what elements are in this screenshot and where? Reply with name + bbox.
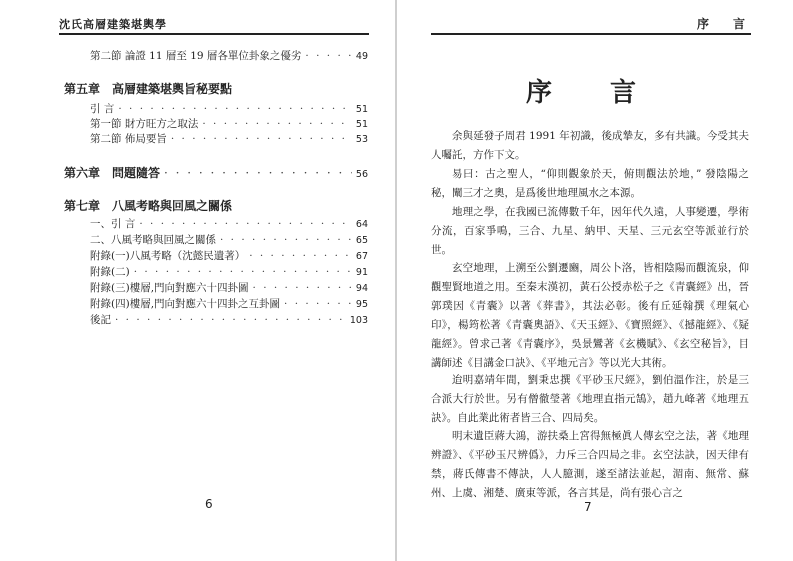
toc-entry-text: 一、引 言: [90, 218, 136, 230]
leader-dots: [118, 103, 352, 115]
left-page: [0, 0, 396, 561]
toc-entry-page: 65: [355, 235, 368, 246]
toc-entry-page: 95: [355, 299, 368, 310]
toc-entry-page: 94: [355, 283, 368, 294]
body-paragraph: 余與延發子周君 1991 年初識，後成摯友，多有共識。今受其夫人囑託，方作下文。: [431, 130, 749, 161]
leader-dots: [249, 250, 352, 262]
toc-entry[interactable]: [90, 216, 368, 231]
chapter-heading[interactable]: 第五章 高層建築堪輿旨秘要點: [64, 82, 233, 96]
chapter-heading[interactable]: 第七章 八風考略與回風之關係: [64, 199, 233, 213]
toc-entry[interactable]: [90, 248, 368, 263]
toc-entry-text: 第一節 財方旺方之取法: [90, 118, 199, 130]
toc-entry[interactable]: [90, 264, 368, 279]
running-header: 序 言: [696, 17, 751, 31]
page-number: 6: [205, 497, 213, 511]
toc-entry[interactable]: [90, 296, 368, 311]
toc-entry-page: 91: [355, 267, 368, 278]
toc-entry-page: 103: [349, 315, 368, 326]
chapter-heading: 第六章 問題隨答: [64, 166, 161, 180]
leader-dots: [253, 282, 352, 294]
running-header: 沈氏高層建築堪輿學: [59, 18, 167, 31]
toc-entry[interactable]: [90, 101, 368, 116]
toc-entry-text: 附錄(二): [90, 266, 130, 278]
toc-entry-text: 第二節 論證 11 層至 19 層各單位卦象之優劣: [90, 50, 302, 62]
toc-entry[interactable]: [90, 131, 368, 146]
body-paragraph: 易曰：古之聖人，“仰則觀象於天，俯則觀法於地，” 發陰陽之秘，闡三才之奧，是爲後世地理風水之本源。: [431, 168, 749, 199]
toc-entry[interactable]: [90, 48, 368, 63]
leader-dots: [134, 266, 352, 278]
toc-entry-text: 二、八風考略與回風之關係: [90, 234, 216, 246]
toc-entry[interactable]: [90, 280, 368, 295]
leader-dots: [305, 50, 351, 62]
toc-entry-page: 56: [355, 169, 368, 180]
leader-dots: [171, 133, 352, 145]
header-rule: [59, 33, 369, 35]
body-paragraph: 明末遺臣蔣大鴻，游扶桑上宮得無極眞人傳玄空之法，著《地理辨證》、《平砂玉尺辨僞》，力斥三合四局之非。玄空法訣，因天律有禁，蔣氏傳書不傳訣，人人臆測，遂至諸法並起，湄南、無常、蘇州、上虞、湘楚、廣東等派，各言其是，尚有張心言之: [431, 430, 749, 499]
toc-entry-text: 引 言: [90, 103, 115, 115]
toc-entry-text: 附錄(四)樓層,門向對應六十四卦之互卦圖: [90, 298, 281, 310]
page-title: 序 言: [526, 78, 653, 108]
leader-dots: [284, 298, 352, 310]
toc-entry-text: 附錄(一)八風考略（沈懿民遺著）: [90, 250, 246, 262]
leader-dots: [202, 118, 352, 130]
toc-entry-page: 49: [355, 51, 368, 62]
toc-entry-page: 67: [355, 251, 368, 262]
toc-entry-page: 51: [355, 104, 368, 115]
leader-dots: [115, 314, 346, 326]
body-paragraph: 迨明嘉靖年間，劉秉忠撰《平砂玉尺經》，劉伯溫作注，於是三合派大行於世。另有僧徹瑩著《地理直指元鵠》，趙九峰著《地理五訣》。自此業此術者皆三合、四局矣。: [431, 374, 749, 424]
toc-entry-text: 後記: [90, 314, 111, 326]
leader-dots: [164, 166, 352, 180]
toc-entry[interactable]: [64, 164, 368, 181]
toc-entry-page: 51: [355, 119, 368, 130]
toc-entry-text: 第二節 佈局要旨: [90, 133, 167, 145]
leader-dots: [220, 234, 352, 246]
page-number: 7: [584, 500, 592, 514]
right-page: [396, 0, 793, 561]
toc-entry[interactable]: [90, 232, 368, 247]
toc-entry-text: 附錄(三)樓層,門向對應六十四卦圖: [90, 282, 249, 294]
toc-entry[interactable]: [90, 116, 368, 131]
toc-entry-page: 64: [355, 219, 368, 230]
body-paragraph: 玄空地理，上溯至公劉遷豳，周公卜洛，皆相陰陽而觀流泉，仰觀聖賢地道之用。至秦末漢初，黃石公授赤松子之《青囊經》出，晉郭璞因《青囊》以著《葬書》，其法必彰。後有丘延翰撰《理氣心印》，楊筠松著《青囊奧語》、《天玉經》、《寶照經》、《撼龍經》、《疑龍經》。曾求己著《青囊序》，吳景鸞著《玄機賦》、《玄空秘旨》，目講師述《目講金口訣》、《平地元言》等以光大其術。: [431, 262, 749, 369]
body-paragraph: 地理之學，在我國已流傳數千年，因年代久遠，人事變遷，學術分流，百家爭鳴，三合、九星、納甲、天星、三元玄空等派並行於世。: [431, 206, 749, 256]
leader-dots: [139, 218, 352, 230]
toc-entry-page: 53: [355, 134, 368, 145]
toc-entry[interactable]: [90, 312, 368, 327]
header-rule: [431, 33, 751, 35]
